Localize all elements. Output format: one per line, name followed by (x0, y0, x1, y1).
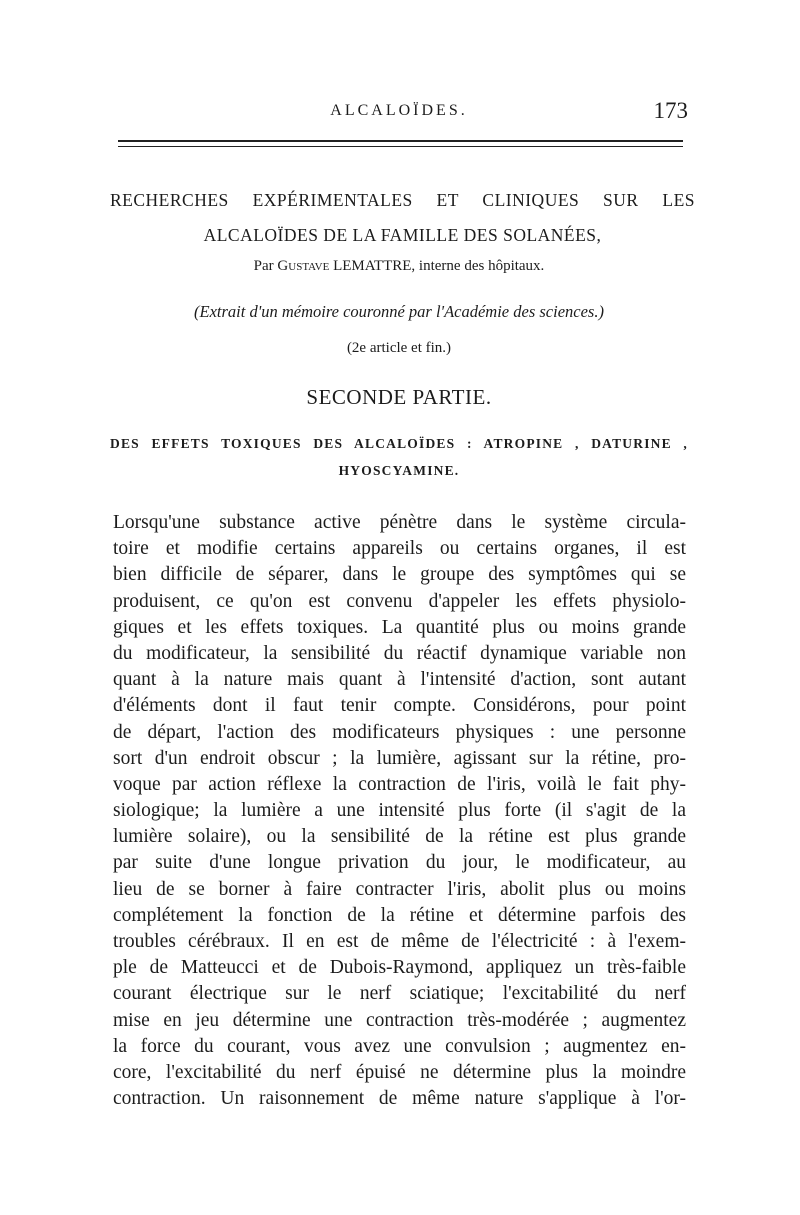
author-line (110, 258, 688, 275)
author-prefix: Par (253, 258, 274, 274)
page-number: 173 (653, 98, 688, 123)
text-line: produisent, ce qu'on est convenu d'appeler les effets physiolo- (113, 590, 686, 612)
text-line: par suite d'une longue privation du jour, le modificateur, au (113, 852, 686, 874)
section-heading-line-2: HYOSCYAMINE. (338, 463, 460, 478)
text-line: Lorsqu'une substance active pénètre dans le système circula- (113, 512, 686, 533)
text-line: contraction. Un raisonnement de même nature s'applique à l'or- (113, 1088, 686, 1110)
title-line-1: RECHERCHES EXPÉRIMENTALES ET CLINIQUES SUR LES (110, 190, 695, 210)
text-line: mise en jeu détermine une contraction très-modérée ; augmentez (113, 1009, 686, 1031)
running-title: ALCALOÏDES. (330, 102, 468, 119)
text-line: du modificateur, la sensibilité du réactif dynamique variable non (113, 642, 686, 664)
text-line: giques et les effets toxiques. La quantité plus ou moins grande (113, 616, 686, 638)
text-line: voque par action réflexe la contraction de l'iris, voilà le fait phy- (113, 773, 686, 795)
article-title (110, 183, 695, 253)
header-rule (118, 140, 683, 142)
text-line: toire et modifie certains appareils ou certains organes, il est (113, 538, 686, 560)
text-line: complétement la fonction de la rétine et détermine parfois des (113, 904, 686, 926)
extract-note: (Extrait d'un mémoire couronné par l'Académie des sciences.) (194, 302, 604, 321)
text-line: sort d'un endroit obscur ; la lumière, agissant sur la rétine, pro- (113, 747, 686, 769)
text-line: troubles cérébraux. Il en est de même de l'électricité : à l'exem- (113, 931, 686, 952)
text-line: bien difficile de séparer, dans le groupe des symptômes qui se (113, 564, 686, 586)
article-note: (2e article et fin.) (346, 340, 452, 356)
title-line-2: ALCALOÏDES DE LA FAMILLE DES SOLANÉES, (203, 225, 602, 245)
header-rule-thin (118, 146, 683, 147)
section-heading (110, 430, 688, 484)
text-line: core, l'excitabilité du nerf épuisé ne détermine plus la moindre (113, 1061, 686, 1083)
text-line: lumière solaire), ou la sensibilité de la rétine est plus grande (113, 826, 686, 848)
text-line: de départ, l'action des modificateurs physiques : une personne (113, 721, 686, 743)
author-name: Gustave LEMATTRE (277, 258, 412, 274)
text-line: quant à la nature mais quant à l'intensité d'action, sont autant (113, 669, 686, 691)
author-role: , interne des hôpitaux. (411, 258, 545, 274)
text-line: la force du courant, vous avez une convulsion ; augmentez en- (113, 1035, 686, 1057)
text-line: courant électrique sur le nerf sciatique; l'excitabilité du nerf (113, 983, 686, 1005)
text-line: siologique; la lumière a une intensité plus forte (il s'agit de la (113, 800, 686, 822)
section-heading-line-1: DES EFFETS TOXIQUES DES ALCALOÏDES : ATROPINE , DATURINE , (110, 436, 688, 451)
text-line: lieu de se borner à faire contracter l'iris, abolit plus ou moins (113, 878, 686, 900)
text-line: ple de Matteucci et de Dubois-Raymond, appliquez un très-faible (113, 957, 686, 979)
part-title: SECONDE PARTIE. (306, 385, 492, 409)
running-header (110, 98, 688, 128)
body-text (113, 510, 686, 1112)
text-line: d'éléments dont il faut tenir compte. Considérons, pour point (113, 695, 686, 717)
